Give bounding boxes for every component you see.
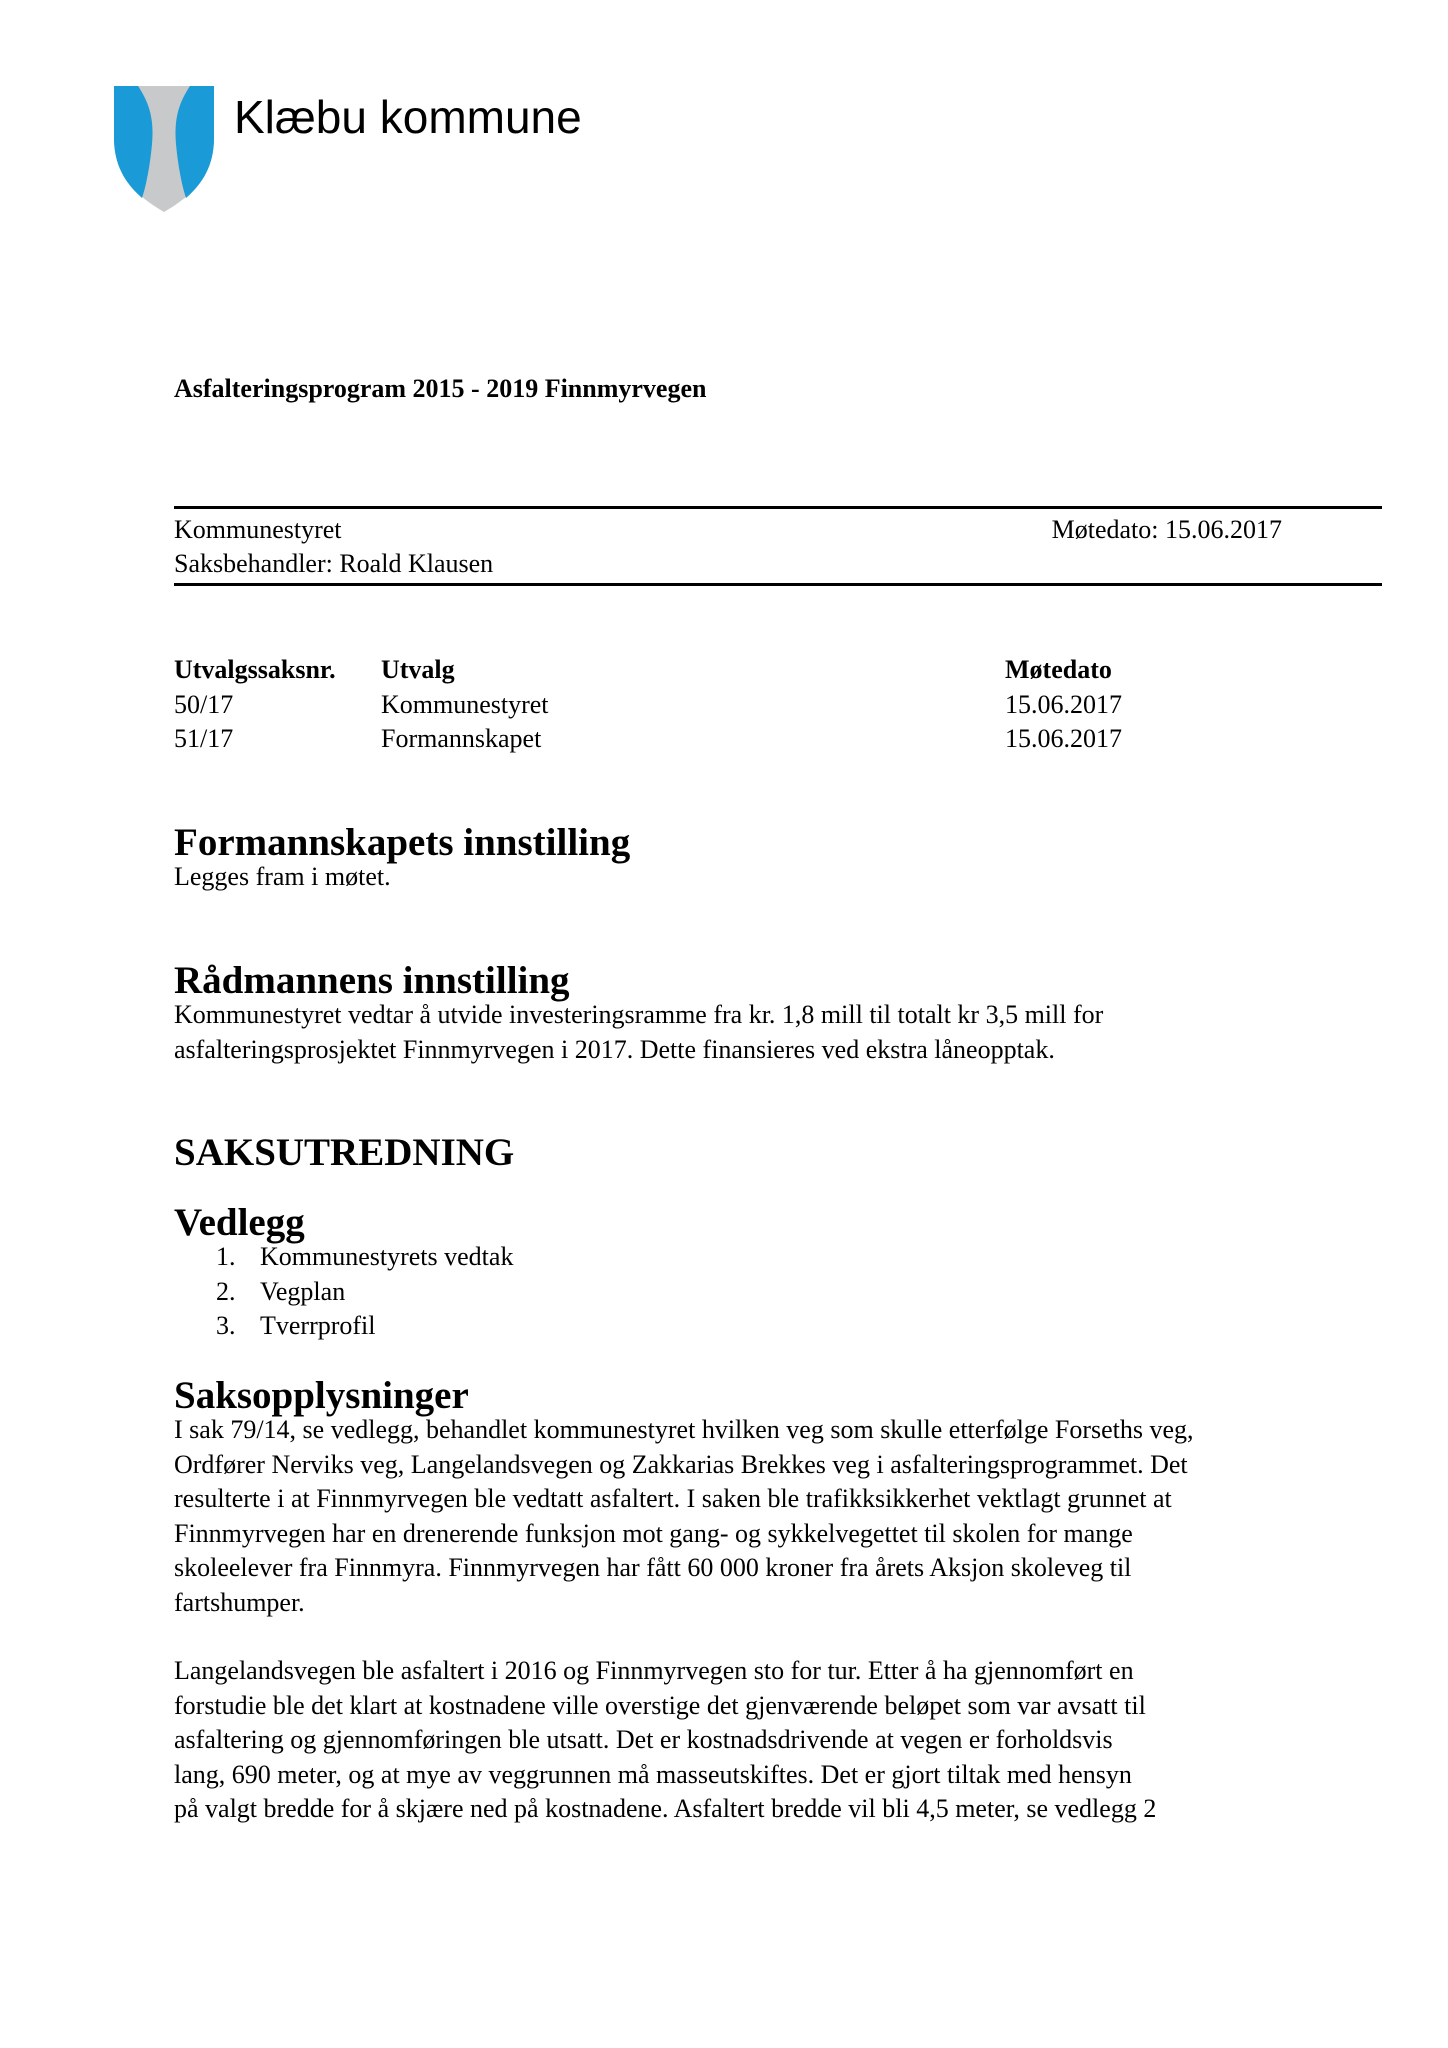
document-content: [174, 372, 1382, 1827]
formannskap-text: Legges fram i møtet.: [174, 862, 391, 891]
text-line: lang, 690 meter, og at mye av veggrunnen må masseutskiftes. Det er gjort tiltak med hensyn: [174, 1759, 1132, 1789]
case-table-header-row: [174, 653, 1122, 688]
case-number-cell: 50/17: [174, 689, 234, 719]
radmann-text: [174, 998, 1382, 1067]
saksopplysninger-paragraph-1: [174, 1413, 1382, 1620]
list-item: [216, 1309, 1382, 1344]
case-officer: Saksbehandler: Roald Klausen: [174, 549, 494, 578]
formannskap-heading: Formannskapets innstilling: [174, 820, 631, 864]
meeting-body: Kommunestyret: [174, 515, 342, 544]
text-line: I sak 79/14, se vedlegg, behandlet kommunestyret hvilken veg som skulle etterfølge Forseths veg,: [174, 1415, 1194, 1444]
list-item-number: 1.: [216, 1242, 236, 1271]
list-item: [216, 1240, 1382, 1275]
text-line: på valgt bredde for å skjære ned på kostnadene. Asfaltert bredde vil bli 4,5 meter, se vedlegg 2: [174, 1794, 1157, 1823]
table-row: [174, 722, 1122, 757]
committee-cell: Kommunestyret: [381, 689, 549, 719]
column-header-case-number: Utvalgssaksnr.: [174, 655, 336, 684]
list-item-number: 3.: [216, 1311, 236, 1340]
text-line: fartshumper.: [174, 1587, 305, 1617]
attachments-list: [174, 1240, 1382, 1344]
saksopplysninger-paragraph-2: [174, 1654, 1382, 1827]
text-line: asfaltering og gjennomføringen ble utsatt. Det er kostnadsdrivende at vegen er forholdsvis: [174, 1725, 1113, 1754]
organization-name: Klæbu kommune: [234, 91, 582, 143]
attachments-heading: Vedlegg: [174, 1200, 305, 1244]
case-table: [174, 653, 1122, 757]
list-item-text: Tverrprofil: [260, 1311, 376, 1340]
meeting-date: Møtedato: 15.06.2017: [1051, 515, 1282, 544]
municipality-coat-of-arms-icon: [112, 86, 216, 212]
column-header-meeting-date: Møtedato: [1005, 655, 1112, 684]
case-number-cell: 51/17: [174, 724, 234, 753]
saksopplysninger-heading: Saksopplysninger: [174, 1373, 469, 1417]
column-header-committee: Utvalg: [381, 655, 455, 684]
saksutredning-heading: SAKSUTREDNING: [174, 1131, 515, 1174]
text-line: Ordfører Nerviks veg, Langelandsvegen og Zakkarias Brekkes veg i asfalteringsprogrammet. Det: [174, 1449, 1188, 1479]
radmann-heading: Rådmannens innstilling: [174, 958, 570, 1002]
committee-cell: Formannskapet: [381, 724, 542, 753]
list-item-text: Vegplan: [260, 1276, 346, 1306]
meta-row-body: [174, 513, 1382, 547]
text-line: forstudie ble det klart at kostnadene ville overstige det gjenværende beløpet som var avsatt til: [174, 1690, 1146, 1720]
text-line: Finnmyrvegen har en drenerende funksjon mot gang- og sykkelvegettet til skolen for mange: [174, 1518, 1133, 1548]
document-title: Asfalteringsprogram 2015 - 2019 Finnmyrvegen: [174, 374, 707, 403]
text-line: Kommunestyret vedtar å utvide investeringsramme fra kr. 1,8 mill til totalt kr 3,5 mill for: [174, 1000, 1104, 1029]
list-item-number: 2.: [216, 1276, 236, 1306]
meta-row-officer: [174, 547, 1382, 581]
text-line: resulterte i at Finnmyrvegen ble vedtatt asfaltert. I saken ble trafikksikkerhet vektlagt grunnet at: [174, 1484, 1172, 1513]
text-line: Langelandsvegen ble asfaltert i 2016 og Finnmyrvegen sto for tur. Etter å ha gjennomført en: [174, 1656, 1134, 1685]
meeting-date-cell: 15.06.2017: [1005, 689, 1122, 719]
meeting-date-cell: 15.06.2017: [1005, 724, 1122, 753]
list-item: [216, 1275, 1382, 1310]
text-line: skoleelever fra Finnmyra. Finnmyrvegen har fått 60 000 kroner fra årets Aksjon skoleveg til: [174, 1553, 1132, 1582]
list-item-text: Kommunestyrets vedtak: [260, 1242, 514, 1271]
table-row: [174, 688, 1122, 723]
text-line: asfalteringsprosjektet Finnmyrvegen i 2017. Dette finansieres ved ekstra låneopptak.: [174, 1034, 1055, 1064]
meeting-meta-block: [174, 506, 1382, 586]
